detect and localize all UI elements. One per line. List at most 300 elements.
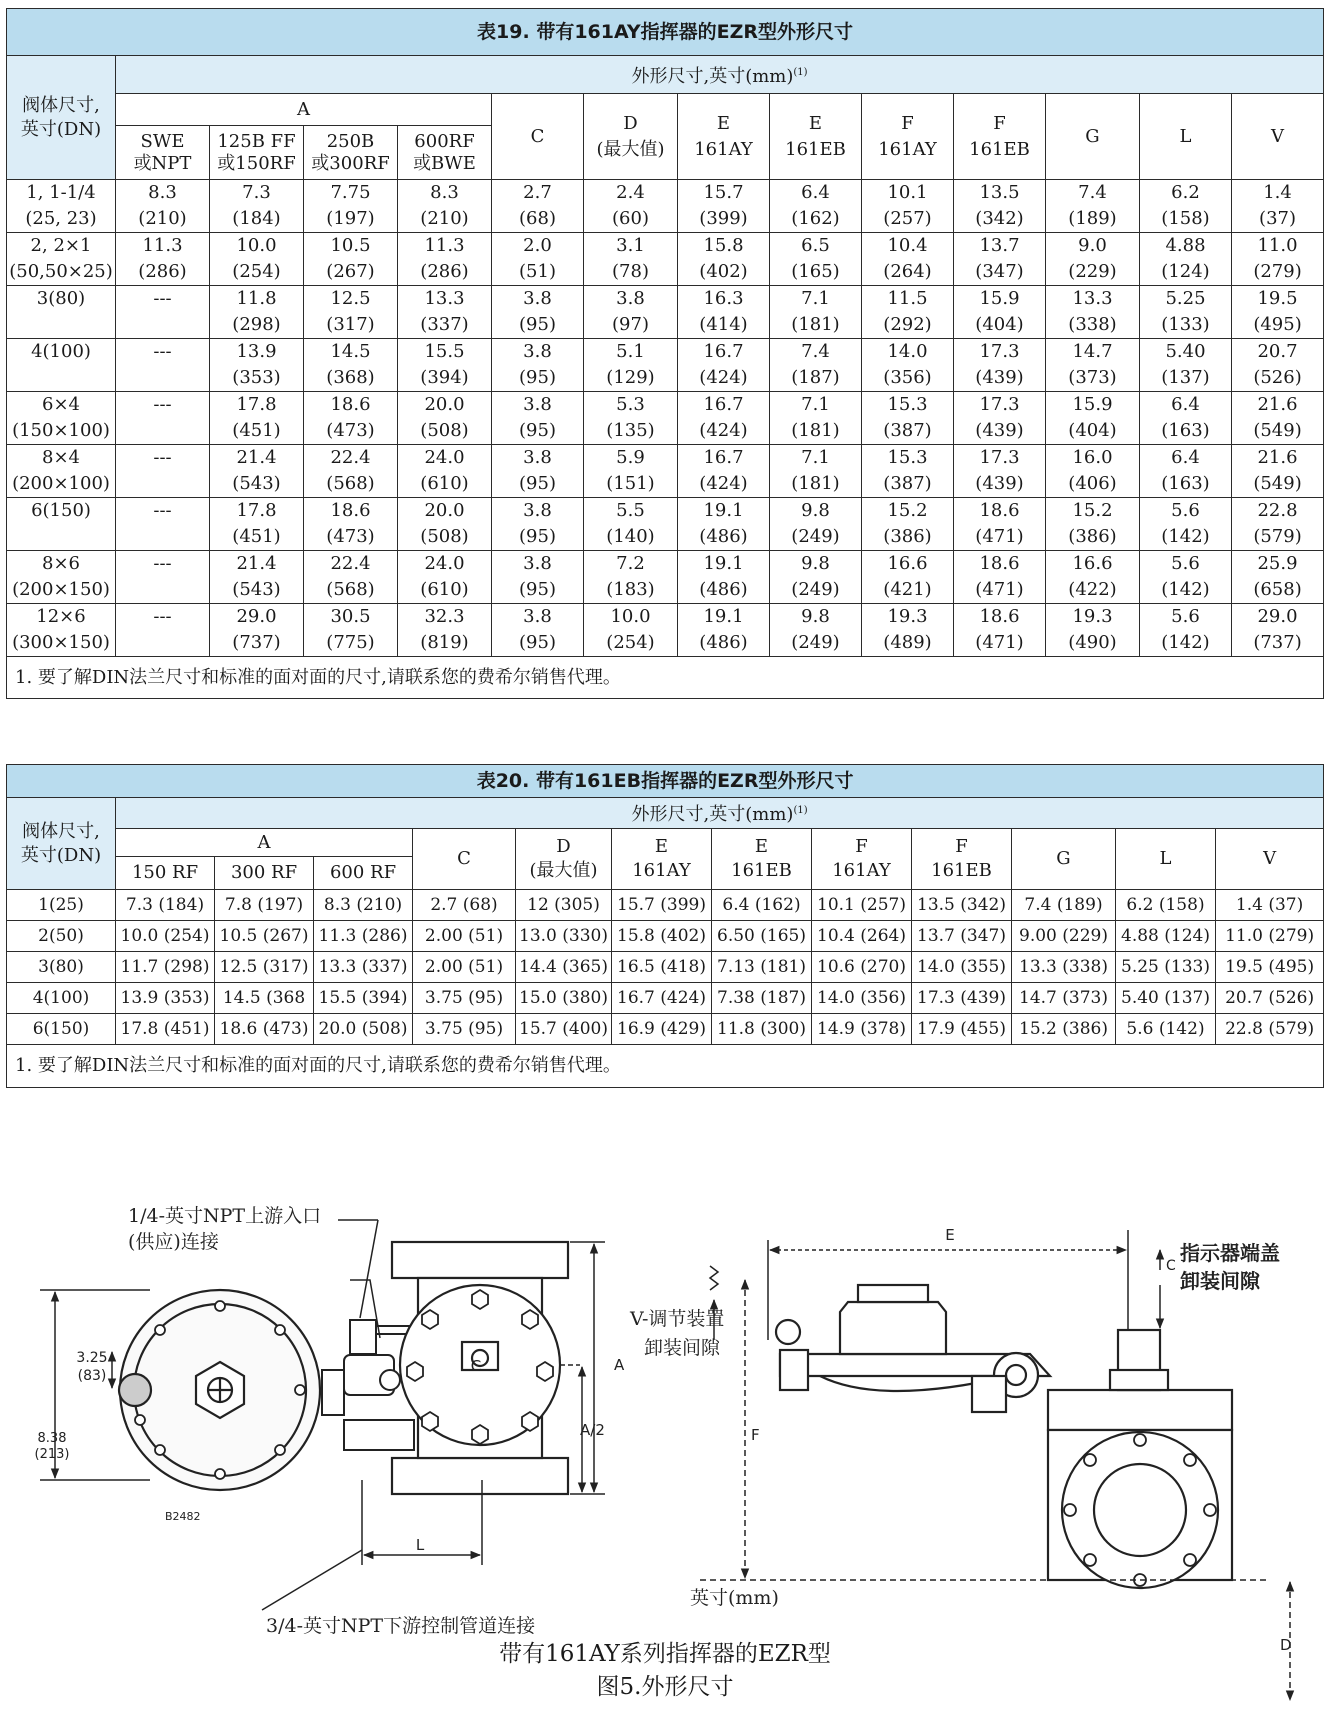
mm-value: (526)	[1253, 367, 1302, 388]
inch-value: 4.88	[1165, 235, 1206, 256]
mm-value: (775)	[326, 632, 375, 653]
mm-value: (486)	[699, 526, 748, 547]
inch-value: 5.9	[616, 447, 645, 468]
dimension-cell	[954, 392, 1046, 445]
body-size-cell	[7, 339, 116, 392]
dim-a2-label: A/2	[580, 1421, 605, 1439]
body-size-value: 8×4	[42, 447, 80, 468]
dimension-cell	[770, 604, 862, 657]
col-header: V	[1232, 94, 1324, 180]
inch-value: 22.4	[330, 447, 371, 468]
inch-value: 5.5	[616, 500, 645, 521]
inch-value: 5.6	[1171, 553, 1200, 574]
mm-value: (386)	[883, 526, 932, 547]
mm-value: (402)	[699, 261, 748, 282]
inch-value: ---	[153, 606, 172, 627]
dimension-cell	[304, 498, 398, 551]
inch-value: 1.4	[1263, 182, 1292, 203]
col-header: E 161AY	[612, 829, 712, 890]
inch-value: 5.3	[616, 394, 645, 415]
table-19-row	[7, 498, 1324, 551]
inch-value: 16.7	[703, 394, 744, 415]
mm-value: (68)	[519, 208, 556, 229]
dimension-cell: 13.5 (342)	[912, 890, 1012, 921]
dimension-cell	[304, 445, 398, 498]
mm-value: (414)	[699, 314, 748, 335]
inch-value: ---	[153, 341, 172, 362]
dimension-cell: 13.9 (353)	[116, 983, 215, 1014]
dimension-cell	[1046, 498, 1140, 551]
dimension-cell	[770, 339, 862, 392]
body-size-cell	[7, 392, 116, 445]
inch-value: 7.4	[801, 341, 830, 362]
dimension-cell	[678, 339, 770, 392]
inch-value: 20.0	[424, 394, 465, 415]
mm-value: (135)	[606, 420, 655, 441]
dimension-cell: 13.3 (338)	[1012, 952, 1116, 983]
dimension-cell: 22.8 (579)	[1216, 1014, 1324, 1045]
dimension-cell	[398, 339, 492, 392]
mm-value: (543)	[232, 579, 281, 600]
mm-value: (338)	[1068, 314, 1117, 335]
dim-c-left-label: C	[470, 1357, 482, 1375]
dimension-cell	[862, 604, 954, 657]
body-size-cell	[7, 445, 116, 498]
dimension-cell	[304, 180, 398, 233]
body-size-cell: 1(25)	[7, 890, 116, 921]
table-19-row	[7, 445, 1324, 498]
dimension-cell	[1140, 604, 1232, 657]
mm-value: (347)	[975, 261, 1024, 282]
inch-value: 10.0	[610, 606, 651, 627]
col-header: C	[492, 94, 584, 180]
mm-value: (95)	[519, 314, 556, 335]
inch-value: 13.9	[236, 341, 277, 362]
dimension-cell	[116, 445, 210, 498]
col-header: C	[413, 829, 516, 890]
body-size-dn: (25, 23)	[25, 208, 97, 229]
dimension-cell	[398, 551, 492, 604]
dimension-cell	[304, 551, 398, 604]
mm-value: (163)	[1161, 420, 1210, 441]
dimension-cell	[1232, 498, 1324, 551]
body-size-dn: (300×150)	[12, 632, 110, 653]
mm-value: (133)	[1161, 314, 1210, 335]
mm-value: (422)	[1068, 579, 1117, 600]
dimension-cell	[584, 604, 678, 657]
dimension-cell: 11.8 (300)	[712, 1014, 812, 1045]
mm-value: (424)	[699, 367, 748, 388]
mm-value: (189)	[1068, 208, 1117, 229]
mm-value: (142)	[1161, 526, 1210, 547]
cap-clearance-label-2: 卸装间隙	[1180, 1269, 1260, 1293]
table-19-row	[7, 339, 1324, 392]
mm-value: (495)	[1253, 314, 1302, 335]
mm-value: (229)	[1068, 261, 1117, 282]
inch-value: 15.9	[979, 288, 1020, 309]
mm-value: (184)	[232, 208, 281, 229]
mm-value: (342)	[975, 208, 1024, 229]
mm-value: (129)	[606, 367, 655, 388]
inch-value: 16.6	[887, 553, 928, 574]
dim-e-label: E	[945, 1226, 955, 1244]
mm-value: (257)	[883, 208, 932, 229]
dimension-cell	[1140, 551, 1232, 604]
dimension-header: 外形尺寸,英寸(mm)$^{(1)}$	[116, 56, 1324, 94]
table-20-row	[7, 921, 1324, 952]
inch-value: 10.5	[330, 235, 371, 256]
mm-value: (95)	[519, 632, 556, 653]
dimension-cell	[304, 604, 398, 657]
inch-value: 6.5	[801, 235, 830, 256]
sub-header: 125B FF 或150RF	[210, 126, 304, 180]
dimension-cell	[116, 180, 210, 233]
figure-caption-line-1: 带有161AY系列指挥器的EZR型	[499, 1641, 831, 1667]
inch-value: 11.3	[142, 235, 183, 256]
dim-213-label: (213)	[34, 1447, 70, 1462]
dimension-cell	[398, 445, 492, 498]
mm-value: (543)	[232, 473, 281, 494]
dimension-cell	[210, 604, 304, 657]
dimension-cell	[584, 445, 678, 498]
dimension-cell: 14.9 (378)	[812, 1014, 912, 1045]
table-19-row	[7, 392, 1324, 445]
body-size-header: 阀体尺寸, 英寸(DN)	[7, 798, 116, 890]
inch-value: 21.4	[236, 447, 277, 468]
table-20-row	[7, 1014, 1324, 1045]
inch-value: 16.7	[703, 447, 744, 468]
dimension-cell	[678, 180, 770, 233]
mm-value: (508)	[420, 420, 469, 441]
inch-value: 9.8	[801, 606, 830, 627]
inch-value: 19.1	[703, 606, 744, 627]
dimension-cell	[584, 498, 678, 551]
dimension-cell	[1046, 339, 1140, 392]
inch-value: 19.5	[1257, 288, 1298, 309]
dimension-cell: 14.7 (373)	[1012, 983, 1116, 1014]
mm-value: (37)	[1259, 208, 1296, 229]
inch-value: 16.3	[703, 288, 744, 309]
sub-header: SWE 或NPT	[116, 126, 210, 180]
dimension-cell	[862, 392, 954, 445]
inch-value: 7.4	[1078, 182, 1107, 203]
inlet-label-2: (供应)连接	[128, 1231, 219, 1253]
mm-value: (471)	[975, 526, 1024, 547]
dimension-cell: 6.2 (158)	[1116, 890, 1216, 921]
mm-value: (151)	[606, 473, 655, 494]
mm-value: (439)	[975, 473, 1024, 494]
inch-value: 5.40	[1165, 341, 1206, 362]
dimension-cell	[770, 180, 862, 233]
table-19-footnote: 1. 要了解DIN法兰尺寸和标准的面对面的尺寸,请联系您的费希尔销售代理。	[7, 657, 1324, 699]
mm-value: (451)	[232, 420, 281, 441]
mm-value: (356)	[883, 367, 932, 388]
body-size-cell	[7, 498, 116, 551]
dimension-cell	[210, 445, 304, 498]
inch-value: 9.0	[1078, 235, 1107, 256]
inch-value: 15.3	[887, 447, 928, 468]
dimension-cell: 2.7 (68)	[413, 890, 516, 921]
dimension-cell	[584, 339, 678, 392]
body-size-value: 8×6	[42, 553, 80, 574]
body-size-cell	[7, 551, 116, 604]
col-header-a: A	[116, 94, 492, 126]
dimension-cell: 15.0 (380)	[516, 983, 612, 1014]
dimension-cell	[954, 498, 1046, 551]
inch-value: 6.4	[1171, 447, 1200, 468]
dimension-cell	[304, 339, 398, 392]
dimension-cell: 11.0 (279)	[1216, 921, 1324, 952]
mm-value: (610)	[420, 579, 469, 600]
col-header: E 161EB	[712, 829, 812, 890]
mm-value: (95)	[519, 473, 556, 494]
inch-value: 21.4	[236, 553, 277, 574]
dimension-cell: 6.50 (165)	[712, 921, 812, 952]
dimension-cell: 2.00 (51)	[413, 952, 516, 983]
table-19-row	[7, 551, 1324, 604]
dimension-cell	[770, 498, 862, 551]
dimension-cell: 3.75 (95)	[413, 1014, 516, 1045]
mm-value: (399)	[699, 208, 748, 229]
dimension-cell	[398, 180, 492, 233]
mm-value: (267)	[326, 261, 375, 282]
mm-value: (298)	[232, 314, 281, 335]
dimension-cell	[1046, 604, 1140, 657]
inch-value: 7.75	[330, 182, 371, 203]
dimension-cell	[678, 551, 770, 604]
dimension-cell: 7.38 (187)	[712, 983, 812, 1014]
dimension-cell	[492, 551, 584, 604]
mm-value: (658)	[1253, 579, 1302, 600]
inch-value: ---	[153, 447, 172, 468]
inch-value: ---	[153, 553, 172, 574]
mm-value: (162)	[791, 208, 840, 229]
dimension-header: 外形尺寸,英寸(mm)$^{(1)}$	[116, 798, 1324, 829]
dimension-cell: 4.88 (124)	[1116, 921, 1216, 952]
dim-a-label: A	[614, 1356, 625, 1374]
dimension-cell: 17.9 (455)	[912, 1014, 1012, 1045]
mm-value: (95)	[519, 526, 556, 547]
mm-value: (181)	[791, 473, 840, 494]
mm-value: (473)	[326, 420, 375, 441]
inch-value: 3.8	[523, 288, 552, 309]
col-header-a: A	[116, 829, 413, 857]
dimension-cell	[1046, 392, 1140, 445]
inch-value: 18.6	[330, 500, 371, 521]
dimension-cell	[1140, 339, 1232, 392]
inch-value: 3.1	[616, 235, 645, 256]
dimension-cell	[492, 286, 584, 339]
mm-value: (78)	[612, 261, 649, 282]
inch-value: 12.5	[330, 288, 371, 309]
dimension-cell	[210, 286, 304, 339]
mm-value: (95)	[519, 579, 556, 600]
sub-header: 300 RF	[215, 857, 314, 890]
mm-value: (473)	[326, 526, 375, 547]
mm-value: (181)	[791, 314, 840, 335]
inch-value: 9.8	[801, 500, 830, 521]
table-20-row	[7, 983, 1324, 1014]
mm-value: (387)	[883, 473, 932, 494]
dimension-cell	[862, 551, 954, 604]
mm-value: (373)	[1068, 367, 1117, 388]
dimension-cell	[862, 286, 954, 339]
table-19	[6, 8, 1324, 699]
mm-value: (187)	[791, 367, 840, 388]
inch-value: 3.8	[616, 288, 645, 309]
inch-value: 18.6	[979, 606, 1020, 627]
mm-value: (137)	[1161, 367, 1210, 388]
body-size-value: 2, 2×1	[30, 235, 92, 256]
dimension-cell	[584, 233, 678, 286]
dimension-cell	[1140, 498, 1232, 551]
inch-value: 3.8	[523, 553, 552, 574]
dimension-cell: 19.5 (495)	[1216, 952, 1324, 983]
dimension-cell: 20.0 (508)	[314, 1014, 413, 1045]
dimension-cell	[1232, 180, 1324, 233]
dimension-cell: 7.3 (184)	[116, 890, 215, 921]
mm-value: (508)	[420, 526, 469, 547]
dimension-cell	[678, 233, 770, 286]
mm-value: (95)	[519, 420, 556, 441]
mm-value: (142)	[1161, 579, 1210, 600]
mm-value: (292)	[883, 314, 932, 335]
mm-value: (406)	[1068, 473, 1117, 494]
inch-value: 21.6	[1257, 447, 1298, 468]
inch-value: 5.1	[616, 341, 645, 362]
dimension-cell: 16.9 (429)	[612, 1014, 712, 1045]
mm-value: (439)	[975, 420, 1024, 441]
dimension-cell: 16.5 (418)	[612, 952, 712, 983]
body-size-value: 6(150)	[31, 500, 91, 521]
body-size-value: 1, 1-1/4	[26, 182, 96, 203]
dim-325-label: 3.25	[76, 1350, 108, 1366]
dimension-cell	[492, 445, 584, 498]
sub-header: 600 RF	[314, 857, 413, 890]
dimension-cell	[492, 233, 584, 286]
inch-value: 11.3	[424, 235, 465, 256]
dimension-cell	[584, 286, 678, 339]
inch-value: 24.0	[424, 447, 465, 468]
inch-value: 32.3	[424, 606, 465, 627]
inch-value: 18.6	[330, 394, 371, 415]
body-size-cell	[7, 286, 116, 339]
mm-value: (490)	[1068, 632, 1117, 653]
inch-value: 15.8	[703, 235, 744, 256]
dimension-cell: 10.6 (270)	[812, 952, 912, 983]
outlet-label: 3/4-英寸NPT下游控制管道连接	[266, 1615, 536, 1637]
dimension-cell: 10.1 (257)	[812, 890, 912, 921]
inch-value: 19.1	[703, 553, 744, 574]
dimension-cell: 6.4 (162)	[712, 890, 812, 921]
dimension-cell: 13.7 (347)	[912, 921, 1012, 952]
body-size-dn: (50,50×25)	[9, 261, 113, 282]
mm-value: (368)	[326, 367, 375, 388]
dimension-cell	[1140, 445, 1232, 498]
table-19-row	[7, 233, 1324, 286]
inch-value: 10.1	[887, 182, 928, 203]
dimension-cell	[770, 233, 862, 286]
col-header: L	[1116, 829, 1216, 890]
dimension-cell	[210, 498, 304, 551]
mm-value: (737)	[1253, 632, 1302, 653]
inch-value: 7.1	[801, 394, 830, 415]
table-19-row	[7, 286, 1324, 339]
inch-value: 6.4	[1171, 394, 1200, 415]
dim-l-label: L	[415, 1536, 425, 1554]
inch-value: 7.1	[801, 288, 830, 309]
mm-value: (249)	[791, 632, 840, 653]
mm-value: (549)	[1253, 420, 1302, 441]
inch-value: 16.7	[703, 341, 744, 362]
dimension-cell: 5.6 (142)	[1116, 1014, 1216, 1045]
dimension-cell: 7.4 (189)	[1012, 890, 1116, 921]
body-size-cell	[7, 180, 116, 233]
dimension-cell: 5.40 (137)	[1116, 983, 1216, 1014]
dimension-cell: 1.4 (37)	[1216, 890, 1324, 921]
dimension-cell	[770, 392, 862, 445]
body-size-cell: 4(100)	[7, 983, 116, 1014]
inch-value: 13.5	[979, 182, 1020, 203]
body-size-dn: (150×100)	[12, 420, 110, 441]
dimension-cell	[398, 604, 492, 657]
mm-value: (97)	[612, 314, 649, 335]
body-size-cell	[7, 233, 116, 286]
mm-value: (819)	[420, 632, 469, 653]
dimension-cell	[1232, 286, 1324, 339]
dimension-cell	[492, 339, 584, 392]
dimension-cell: 5.25 (133)	[1116, 952, 1216, 983]
mm-value: (286)	[420, 261, 469, 282]
dimension-cell: 20.7 (526)	[1216, 983, 1324, 1014]
dimension-cell	[770, 286, 862, 339]
dimension-cell	[1046, 286, 1140, 339]
col-header: F 161EB	[954, 94, 1046, 180]
inch-value: 16.6	[1072, 553, 1113, 574]
dimension-cell: 10.5 (267)	[215, 921, 314, 952]
inch-value: 20.0	[424, 500, 465, 521]
mm-value: (737)	[232, 632, 281, 653]
dimension-cell	[1046, 233, 1140, 286]
inch-value: 9.8	[801, 553, 830, 574]
dimension-cell	[1232, 339, 1324, 392]
dimension-cell	[1046, 445, 1140, 498]
dimension-cell	[210, 233, 304, 286]
dimension-cell	[1046, 551, 1140, 604]
body-size-header: 阀体尺寸, 英寸(DN)	[7, 56, 116, 180]
dimension-cell	[954, 445, 1046, 498]
dimension-cell	[954, 233, 1046, 286]
col-header: E 161AY	[678, 94, 770, 180]
dimension-cell	[210, 339, 304, 392]
inch-value: 15.2	[887, 500, 928, 521]
dimension-cell	[1140, 233, 1232, 286]
dimension-cell	[770, 551, 862, 604]
dimension-cell	[1232, 445, 1324, 498]
dimension-cell	[116, 604, 210, 657]
inch-value: 13.3	[424, 288, 465, 309]
dimension-cell	[678, 604, 770, 657]
inch-value: 2.0	[523, 235, 552, 256]
dimension-cell	[954, 551, 1046, 604]
dimension-cell: 14.0 (355)	[912, 952, 1012, 983]
inch-value: 22.4	[330, 553, 371, 574]
dimension-cell: 13.0 (330)	[516, 921, 612, 952]
inch-value: 3.8	[523, 606, 552, 627]
inch-value: ---	[153, 288, 172, 309]
inch-value: 29.0	[1257, 606, 1298, 627]
col-header: E 161EB	[770, 94, 862, 180]
